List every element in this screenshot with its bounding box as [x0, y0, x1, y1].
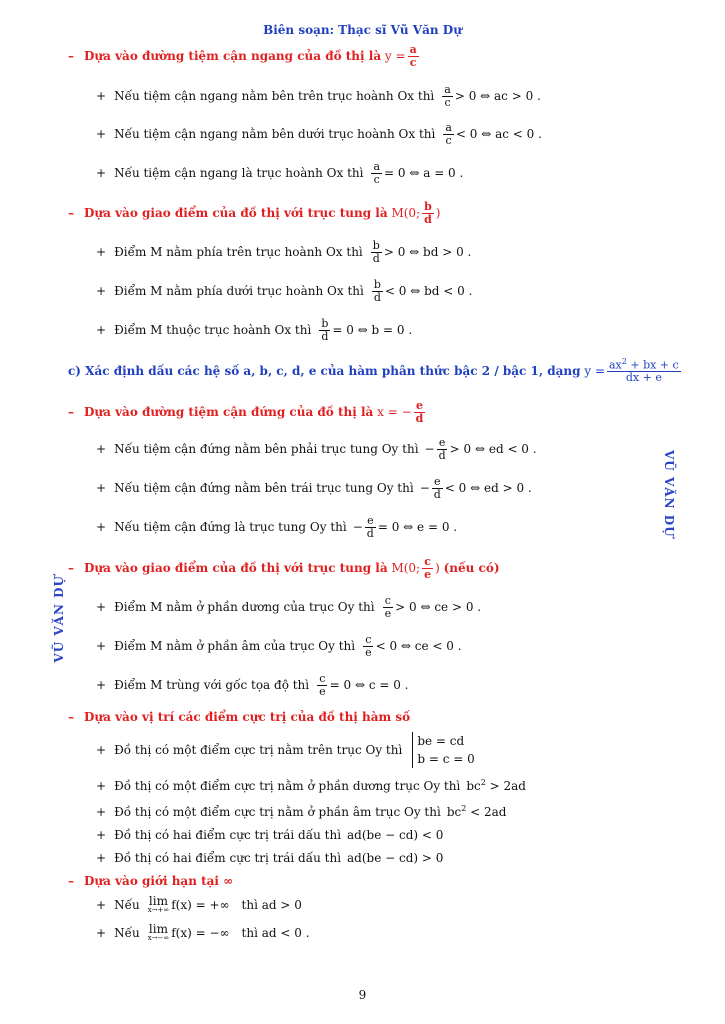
list-item: + Nếu lim x→+∞ f(x) = +∞ thì ad > 0	[96, 894, 302, 914]
section-limits: – Dựa vào giới hạn tại ∞	[68, 874, 234, 888]
list-item: + Nếu tiệm cận đứng là trục tung Oy thì − $\frac{e}{d}$ = 0 ⇔ e = 0 .	[96, 514, 458, 540]
section-vertical-asymptote: – Dựa vào đường tiệm cận đứng của đồ thị là x = − $\frac{e}{d}$	[68, 399, 424, 425]
page-number: 9	[358, 988, 367, 1002]
section-extrema: – Dựa vào vị trí các điểm cực trị của đồ thị hàm số	[68, 710, 411, 724]
page-header: Biên soạn: Thạc sĩ Vũ Văn Dự	[263, 23, 462, 37]
list-item: + Nếu tiệm cận ngang là trục hoành Ox thì $\frac{a}{c}$ = 0 ⇔ a = 0 .	[96, 160, 464, 186]
list-item: + Đồ thị có một điểm cực trị nằm trên trục Oy thì be = cd b = c = 0	[96, 734, 475, 766]
list-item: + Điểm M nằm phía dưới trục hoành Ox thì $\frac{b}{d}$ < 0 ⇔ bd < 0 .	[96, 278, 473, 304]
list-item: + Đồ thị có hai điểm cực trị trái dấu thì ad(be − cd) > 0	[96, 851, 444, 865]
list-item: + Nếu tiệm cận đứng nằm bên trái trục tung Oy thì − $\frac{e}{d}$ < 0 ⇔ ed > 0 .	[96, 475, 532, 501]
list-item: + Điểm M trùng với gốc tọa độ thì $\frac{c}{e}$ = 0 ⇔ c = 0 .	[96, 672, 409, 698]
list-item: + Điểm M thuộc trục hoành Ox thì $\frac{b}{d}$ = 0 ⇔ b = 0 .	[96, 317, 413, 343]
watermark-right: VŨ VĂN DỰ	[662, 450, 676, 538]
section-heading: Dựa vào giới hạn tại ∞	[84, 874, 234, 888]
section-heading: Dựa vào đường tiệm cận đứng của đồ thị là	[84, 405, 374, 420]
list-item: + Nếu tiệm cận ngang nằm bên dưới trục hoành Ox thì $\frac{a}{c}$ < 0 ⇔ ac < 0 .	[96, 121, 542, 147]
list-item: + Điểm M nằm ở phần âm của trục Oy thì $\frac{c}{e}$ < 0 ⇔ ce < 0 .	[96, 633, 462, 659]
list-item: + Điểm M nằm phía trên trục hoành Ox thì $\frac{b}{d}$ > 0 ⇔ bd > 0 .	[96, 239, 472, 265]
section-y-intercept-2: – Dựa vào giao điểm của đồ thị với trục tung là M(0; $\frac{c}{e}$ ) (nếu có)	[68, 555, 500, 581]
list-item: + Nếu tiệm cận đứng nằm bên phải trục tung Oy thì − $\frac{e}{d}$ > 0 ⇔ ed < 0 .	[96, 436, 537, 462]
section-heading: Dựa vào đường tiệm cận ngang của đồ thị là	[84, 49, 382, 64]
section-c-heading: c) Xác định dấu các hệ số a, b, c, d, e của hàm phân thức bậc 2 / bậc 1, dạng y = $\frac{ax^2 + bx + c}{dx + e}$	[68, 357, 679, 385]
note: (nếu có)	[443, 561, 500, 576]
list-item: + Đồ thị có hai điểm cực trị trái dấu thì ad(be − cd) < 0	[96, 828, 444, 842]
watermark-left: VŨ VĂN DỰ	[52, 575, 66, 663]
section-heading: Dựa vào vị trí các điểm cực trị của đồ thị hàm số	[84, 710, 411, 724]
list-item: + Nếu lim x→−∞ f(x) = −∞ thì ad < 0 .	[96, 922, 310, 942]
section-horizontal-asymptote: – Dựa vào đường tiệm cận ngang của đồ thị là y = $\frac{a}{c}$	[68, 43, 417, 69]
list-item: + Đồ thị có một điểm cực trị nằm ở phần âm trục Oy thì $bc^2 < 2ad$	[96, 804, 507, 819]
list-item: + Đồ thị có một điểm cực trị nằm ở phần dương trục Oy thì $bc^2 > 2ad$	[96, 778, 526, 793]
list-item: + Điểm M nằm ở phần dương của trục Oy thì $\frac{c}{e}$ > 0 ⇔ ce > 0 .	[96, 594, 482, 620]
list-item: + Nếu tiệm cận ngang nằm bên trên trục hoành Ox thì $\frac{a}{c}$ > 0 ⇔ ac > 0 .	[96, 83, 541, 109]
section-heading: Dựa vào giao điểm của đồ thị với trục tung là	[84, 206, 388, 221]
section-y-intercept: – Dựa vào giao điểm của đồ thị với trục tung là M(0; $\frac{b}{d}$ )	[68, 200, 441, 226]
section-heading: Dựa vào giao điểm của đồ thị với trục tung là	[84, 561, 388, 576]
